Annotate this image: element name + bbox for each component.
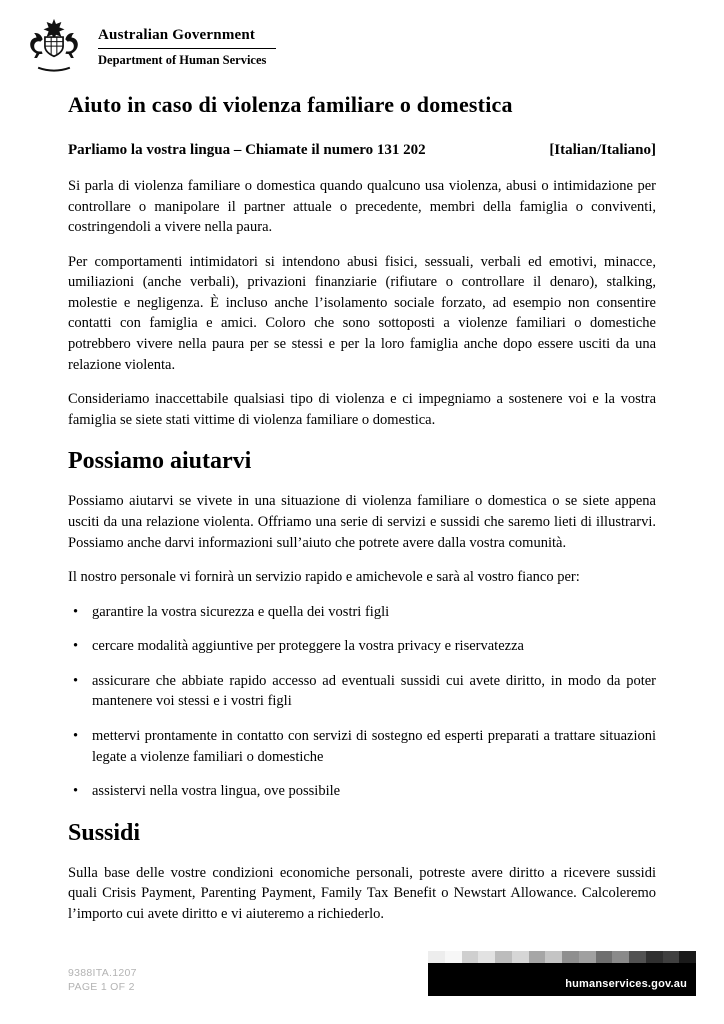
gray-swatch (512, 951, 529, 963)
gray-swatch (596, 951, 613, 963)
australian-coat-of-arms-icon (20, 16, 88, 74)
phone-line: Parliamo la vostra lingua – Chiamate il numero 131 202 (68, 142, 426, 158)
gray-swatch (629, 951, 646, 963)
gov-name: Australian Government (98, 26, 256, 43)
gray-swatch (679, 951, 696, 963)
gray-swatch (462, 951, 479, 963)
page-number: PAGE 1 OF 2 (68, 981, 135, 994)
language-tag: [Italian/Italiano] (549, 142, 656, 158)
intro-paragraph-2: Per comportamenti intimidatori si intendono abusi fisici, sessuali, verbali ed emotivi, minacce, umiliazioni (anche verbali), privazioni finanziarie (rifiutare o controllare il denaro), stalking, molestie e negligenza. È incluso anche l’isolamento sociale forzato, ad esempio non consentire contatti con famiglia e amici. Coloro che sono sottoposti a violenze familiari o domestiche potrebbero vivere nella paura per se stessi e per la loro famiglia anche dopo essere usciti da una relazione violenta. (68, 253, 656, 373)
section-heading-possiamo-aiutarvi: Possiamo aiutarvi (68, 448, 252, 475)
gov-department: Department of Human Services (98, 52, 267, 67)
help-bullet-list (68, 602, 656, 802)
website-text: humanservices.gov.au (565, 978, 687, 990)
list-item: • cercare modalità aggiuntive per proteggere la vostra privacy e riservatezza (68, 636, 656, 657)
list-item: • mettervi prontamente in contatto con servizi di sostegno ed esperti preparati a trattare situazioni legate a violenze familiari o domestiche (68, 726, 656, 767)
brand-bar (428, 951, 696, 996)
gray-swatch (562, 951, 579, 963)
footer-doc-meta (68, 966, 137, 995)
document-title: Aiuto in caso di violenza familiare o domestica (68, 92, 513, 117)
help-paragraph-2: Il nostro personale vi fornirà un servizio rapido e amichevole e sarà al vostro fianco per: (68, 569, 580, 586)
gray-swatch (612, 951, 629, 963)
intro-paragraph-1: Si parla di violenza familiare o domestica quando qualcuno usa violenza, abusi o intimidazione per controllare o manipolare il partner attuale o precedente, membri della famiglia o conviventi, costringendoli a vivere nella paura. (68, 178, 656, 236)
intro-paragraph-3: Consideriamo inaccettabile qualsiasi tipo di violenza e ci impegniamo a sostenere voi e la vostra famiglia se siete stati vittime di violenza familiare o domestica. (68, 391, 656, 428)
gray-swatch (445, 951, 462, 963)
gov-text-block (98, 23, 276, 68)
gov-divider (98, 48, 276, 49)
gray-swatch (545, 951, 562, 963)
list-item: • assistervi nella vostra lingua, ove possibile (68, 781, 656, 802)
gray-swatch (663, 951, 680, 963)
sussidi-paragraph-1: Sulla base delle vostre condizioni economiche personali, potreste avere diritto a ricevere sussidi quali Crisis Payment, Parenting Payment, Family Tax Benefit o Newstart Allowance. Calcoleremo l’importo cui avete diritto e vi aiuteremo a richiederlo. (68, 864, 656, 922)
gov-header (20, 16, 276, 74)
gray-swatch (428, 951, 445, 963)
gray-swatch (529, 951, 546, 963)
gray-swatch (495, 951, 512, 963)
doc-code: 9388ITA.1207 (68, 966, 137, 979)
list-item: • assicurare che abbiate rapido accesso ad eventuali sussidi cui avete diritto, in modo da poter mantenere voi stessi e i vostri figli (68, 671, 656, 712)
gray-swatch (478, 951, 495, 963)
gray-swatch (579, 951, 596, 963)
document-content (68, 92, 656, 938)
gray-swatch (646, 951, 663, 963)
list-item: • garantire la vostra sicurezza e quella dei vostri figli (68, 602, 656, 623)
phone-row (68, 142, 656, 159)
section-heading-sussidi: Sussidi (68, 819, 141, 846)
grayscale-strip (428, 951, 696, 963)
help-paragraph-1: Possiamo aiutarvi se vivete in una situazione di violenza familiare o domestica o se siete appena usciti da una relazione violenta. Offriamo una serie di servizi e sussidi che saremo lieti di illustrarvi. Possiamo anche darvi informazioni sull’aiuto che potrete avere dalla vostra comunità. (68, 493, 656, 551)
